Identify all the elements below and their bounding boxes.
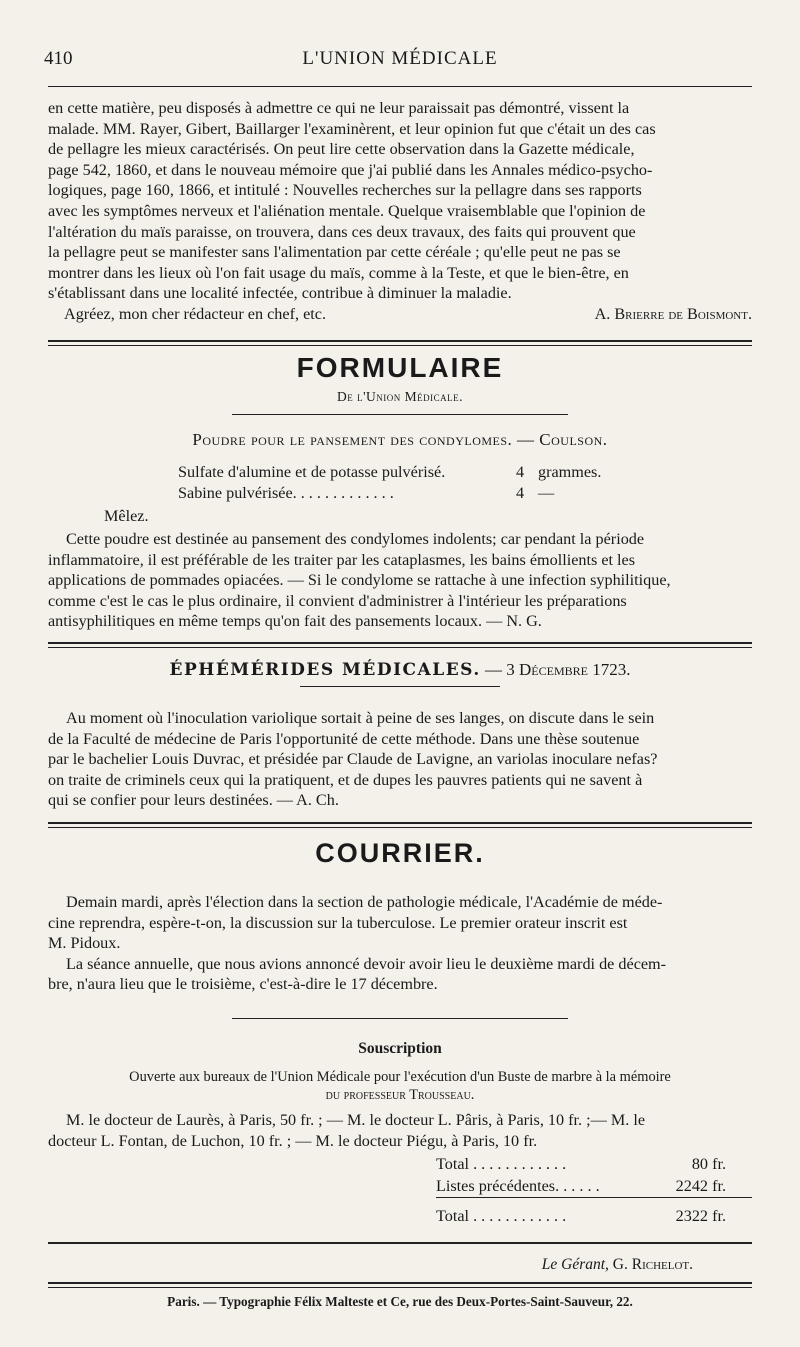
- gerant-line: [48, 1256, 693, 1274]
- letter-line: logiques, page 160, 1866, et intitulé : Nouvelles recherches sur la pellagre dans ses rapports: [48, 181, 642, 200]
- formulaire-line: antisyphilitiques en même temps qu'on fait des pansements locaux. — N. G.: [48, 612, 542, 631]
- formula-heading: Poudre pour le pansement des condylomes. — Coulson.: [192, 430, 608, 449]
- souscription-totals: [436, 1153, 726, 1227]
- ephemerides-line: par le bachelier Louis Duvrac, et présidée par Claude de Lavigne, an variolas inoculare nefas?: [48, 750, 658, 769]
- formulaire-title: FORMULAIRE: [296, 352, 504, 383]
- ephemerides-date: — 3 Décembre 1723.: [485, 660, 631, 679]
- souscription-subtitle: [48, 1068, 752, 1104]
- letter-line: page 542, 1860, et dans le nouveau mémoire que j'ai publié dans les Annales médico-psycho-: [48, 160, 653, 179]
- souscription-subtitle-line: Ouverte aux bureaux de l'Union Médicale pour l'exécution d'un Buste de marbre à la mémoire: [129, 1069, 671, 1085]
- letter-line: de pellagre les mieux caractérisés. On peut lire cette observation dans la Gazette médicale,: [48, 140, 635, 159]
- letter-signature: A. Brierre de Boismont.: [594, 304, 752, 323]
- courrier-title: COURRIER.: [315, 838, 485, 868]
- letter-text: [48, 98, 752, 325]
- formulaire-text: [48, 529, 752, 632]
- letter-line: la pellagre peut se manifester sans l'alimentation par cette céréale ; qu'elle peut ne pas se: [48, 243, 621, 262]
- totals-label: Total . . . . . . . . . . . .: [436, 1155, 567, 1173]
- formulaire-line: inflammatoire, il est préférable de les traiter par les cataplasmes, les bains émollients et les: [48, 550, 636, 569]
- souscription-title: Souscription: [358, 1040, 442, 1057]
- courrier-text: [48, 892, 752, 995]
- letter-closing-line: [48, 304, 752, 325]
- footer-rule: [48, 1242, 752, 1244]
- ephemerides-line: on traite de criminels ceux qui la pratiquent, et de dupes les pauvres patients qui ne savent à: [48, 770, 643, 789]
- ingredient-name: Sulfate d'alumine et de potasse pulvérisé.: [178, 463, 446, 481]
- totals-row: [436, 1175, 726, 1197]
- ephemerides-text: [48, 708, 752, 811]
- totals-value: 80 fr.: [691, 1155, 726, 1173]
- totals-label: Listes précédentes. . . . . .: [436, 1177, 600, 1195]
- letter-closing: Agréez, mon cher rédacteur en chef, etc.: [64, 304, 326, 323]
- running-title: L'UNION MÉDICALE: [302, 48, 498, 69]
- courrier-line: cine reprendra, espère-t-on, la discussion sur la tuberculose. Le premier orateur inscrit est: [48, 913, 628, 932]
- recipe-row: [178, 462, 618, 483]
- formulaire-line: comme c'est le cas le plus ordinaire, il convient d'administrer à l'intérieur les préparations: [48, 591, 627, 610]
- ephemerides-heading: [48, 660, 752, 680]
- letter-line: s'établissant dans une localité infectée, contribue à diminuer la maladie.: [48, 284, 512, 303]
- courrier-line: bre, n'aura lieu que le troisième, c'est-à-dire le 17 décembre.: [48, 975, 438, 994]
- letter-line: avec les symptômes nerveux et l'aliénation mentale. Quelque vraisemblable que l'opinion de: [48, 201, 646, 220]
- souscription-subtitle-line: du professeur Trousseau.: [325, 1087, 475, 1103]
- section-divider: [48, 822, 752, 828]
- letter-line: en cette matière, peu disposés à admettre ce qui ne leur paraissait pas démontré, vissent la: [48, 99, 630, 117]
- formulaire-subtitle: De l'Union Médicale.: [336, 389, 464, 404]
- totals-label: Total . . . . . . . . . . . .: [436, 1207, 567, 1225]
- formulaire-rule: [232, 414, 568, 415]
- gerant-label: Le Gérant,: [541, 1256, 609, 1273]
- totals-row: [436, 1205, 726, 1227]
- ephemerides-rule: [300, 686, 500, 687]
- souscription-line: M. le docteur de Laurès, à Paris, 50 fr. ; — M. le docteur L. Pâris, à Paris, 10 fr. ;— M. le: [66, 1111, 646, 1129]
- formulaire-line: Cette poudre est destinée au pansement des condylomes indolents; car pendant la période: [66, 530, 645, 548]
- ephemerides-line: Au moment où l'inoculation variolique sortait à peine de ses langes, on discute dans le sein: [66, 709, 655, 727]
- recipe: [178, 462, 618, 503]
- totals-row: [436, 1153, 726, 1175]
- letter-line: malade. MM. Rayer, Gibert, Baillarger l'examinèrent, et leur opinion fut que c'était un des cas: [48, 119, 656, 138]
- totals-value: 2242 fr.: [675, 1177, 726, 1195]
- formulaire-line: applications de pommades opiacées. — Si le condylome se rattache à une infection syphilitique,: [48, 571, 671, 590]
- page-number: 410: [44, 48, 73, 69]
- gerant-name: G. Richelot.: [612, 1256, 693, 1273]
- header-rule: [48, 86, 752, 87]
- ingredient-unit: grammes.: [538, 463, 602, 481]
- page-header: [44, 48, 756, 78]
- ingredient-unit: —: [538, 483, 555, 502]
- section-divider: [48, 340, 752, 346]
- ingredient-qty: 4: [516, 483, 525, 502]
- letter-line: l'altération du maïs paraisse, on trouvera, dans ces deux travaux, des faits qui prouvent que: [48, 222, 636, 241]
- totals-rule: [436, 1197, 752, 1198]
- courrier-line: M. Pidoux.: [48, 934, 121, 953]
- ingredient-qty: 4: [516, 463, 525, 481]
- ephemerides-title: ÉPHÉMÉRIDES MÉDICALES.: [169, 660, 481, 680]
- recipe-row: [178, 483, 618, 504]
- ingredient-name: Sabine pulvérisée. . . . . . . . . . . . .: [178, 483, 394, 502]
- printer-imprint: Paris. — Typographie Félix Malteste et Ce, rue des Deux-Portes-Saint-Sauveur, 22.: [167, 1294, 633, 1309]
- courrier-rule: [232, 1018, 568, 1019]
- souscription-text: [48, 1110, 752, 1151]
- totals-value: 2322 fr.: [675, 1207, 726, 1225]
- letter-line: montrer dans les lieux où l'on fait usage du maïs, comme à la Teste, et que le bien-être, en: [48, 263, 629, 282]
- section-divider: [48, 642, 752, 648]
- courrier-line: Demain mardi, après l'élection dans la section de pathologie médicale, l'Académie de méde-: [66, 893, 663, 911]
- footer-divider: [48, 1282, 752, 1288]
- courrier-line: La séance annuelle, que nous avions annoncé devoir avoir lieu le deuxième mardi de décem-: [66, 954, 667, 973]
- ephemerides-line: de la Faculté de médecine de Paris l'opportunité de cette méthode. Dans une thèse soutenue: [48, 729, 640, 748]
- recipe-instruction: Mêlez.: [104, 507, 149, 525]
- ephemerides-line: qui se confier pour leurs destinées. — A. Ch.: [48, 791, 339, 810]
- souscription-line: docteur L. Fontan, de Luchon, 10 fr. ; — M. le docteur Piégu, à Paris, 10 fr.: [48, 1131, 538, 1150]
